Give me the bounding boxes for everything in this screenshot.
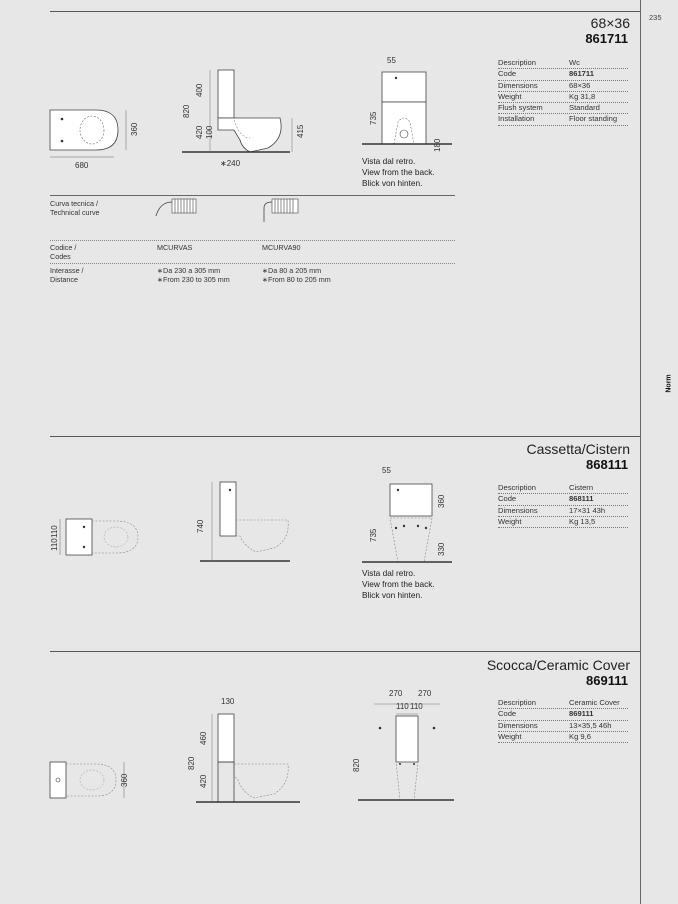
page-number: 235 — [649, 13, 662, 22]
spec-row: Code 861711 — [498, 69, 628, 80]
spec-row: Code 868111 — [498, 494, 628, 505]
dim-label: 420 — [199, 774, 208, 788]
spec-row: Dimensions 13×35,5 46h — [498, 721, 628, 732]
spec-row: Weight Kg 13,5 — [498, 517, 628, 528]
dim-label: 735 — [369, 111, 378, 125]
dim-label: 740 — [196, 519, 205, 533]
section3-spec-table — [498, 698, 628, 743]
dim-label: 680 — [75, 161, 89, 170]
dim-label: 270 — [389, 689, 403, 698]
dim-label: 360 — [130, 122, 139, 136]
dim-label: 735 — [369, 528, 378, 542]
curve-mcurvas-drawing — [152, 196, 202, 228]
dim-label: 270 — [418, 689, 432, 698]
curve-mcurva90-drawing — [258, 196, 308, 228]
back-view-note: Vista dal retro. View from the back. Blick von hinten. — [362, 568, 435, 600]
section3-rule — [50, 651, 640, 652]
dim-label: 100 — [205, 125, 214, 139]
dim-label: ∗240 — [220, 159, 241, 168]
dim-label: 330 — [437, 542, 446, 556]
dim-label: 400 — [195, 83, 204, 97]
spec-row: Weight Kg 31,8 — [498, 92, 628, 103]
section2-title: Cassetta/Cistern — [526, 441, 630, 457]
spec-row: Description Ceramic Cover — [498, 698, 628, 709]
curve-table-divider — [50, 263, 455, 264]
spec-row: Dimensions 68×36 — [498, 81, 628, 92]
section3-title: Scocca/Ceramic Cover — [486, 657, 630, 673]
mcurva90-distance: ∗Da 80 a 205 mm ∗From 80 to 205 mm — [262, 266, 331, 284]
section2-rule — [50, 436, 640, 437]
mcurvas-distance: ∗Da 230 a 305 mm ∗From 230 to 305 mm — [157, 266, 230, 284]
section1-code: 861711 — [585, 31, 628, 46]
curve-table-divider — [50, 240, 455, 241]
spec-row: Description Wc — [498, 58, 628, 69]
curve-table-rule — [50, 195, 455, 196]
spec-row: Code 869111 — [498, 709, 628, 720]
distance-label: Interasse / Distance — [50, 266, 84, 284]
codes-label: Codice / Codes — [50, 243, 77, 261]
section3-code: 869111 — [586, 673, 628, 688]
dim-label: 110 — [396, 702, 409, 711]
spec-row: Flush system Standard — [498, 103, 628, 114]
section2-spec-table — [498, 483, 628, 528]
spec-row: Description Cistern — [498, 483, 628, 494]
curve-label: Curva tecnica / Technical curve — [50, 199, 100, 217]
side-tab-label: Norm — [665, 374, 673, 393]
back-view-note: Vista dal retro. View from the back. Blick von hinten. — [362, 156, 435, 188]
dim-label: 110 — [410, 702, 423, 711]
dim-label: 820 — [182, 104, 191, 118]
dim-label: 415 — [296, 124, 305, 138]
section2-top-view-drawing — [50, 515, 150, 565]
top-rule — [50, 11, 640, 12]
mcurvas-code: MCURVAS — [157, 243, 193, 252]
section2-side-view-drawing — [200, 478, 300, 568]
dim-label: 360 — [120, 773, 129, 787]
dim-label: 820 — [187, 756, 196, 770]
dim-label: 130 — [221, 697, 235, 706]
dim-label: 820 — [352, 758, 361, 772]
page-edge-rule — [640, 0, 641, 904]
dim-label: 55 — [387, 56, 396, 65]
dim-label: 110 — [50, 538, 59, 551]
dim-label: 110 — [50, 525, 59, 538]
section3-back-view-drawing — [356, 700, 456, 806]
spec-row: Weight Kg 9,6 — [498, 732, 628, 743]
dim-label: 420 — [195, 125, 204, 139]
section2-code: 868111 — [586, 457, 628, 472]
section3-side-view-drawing — [196, 708, 306, 808]
spec-row: Dimensions 17×31 43h — [498, 506, 628, 517]
spec-row: Installation Floor standing — [498, 114, 628, 125]
dim-label: 460 — [199, 731, 208, 745]
section1-title: 68×36 — [590, 15, 630, 31]
dim-label: 360 — [437, 494, 446, 508]
section1-spec-table — [498, 58, 628, 126]
dim-label: 180 — [433, 138, 442, 152]
mcurva90-code: MCURVA90 — [262, 243, 301, 252]
dim-label: 55 — [382, 466, 391, 475]
